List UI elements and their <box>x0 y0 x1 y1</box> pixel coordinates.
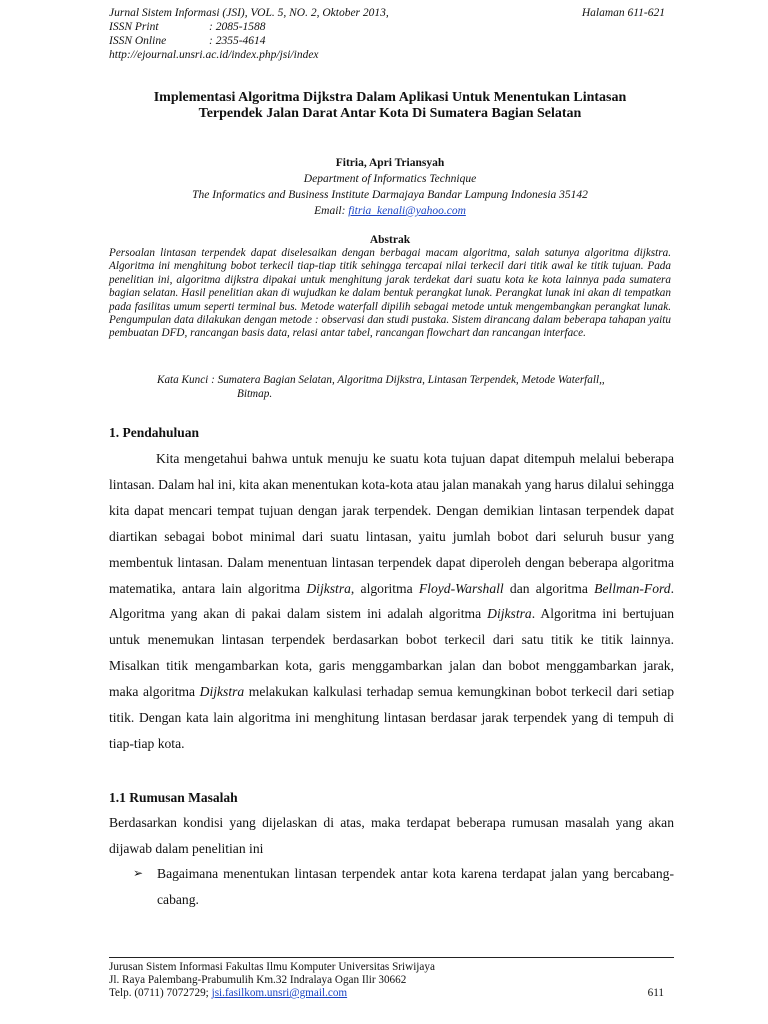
journal-header <box>109 6 669 62</box>
issn-print-label: ISSN Print <box>109 21 159 33</box>
bullet-text: Bagaimana menentukan lintasan terpendek antar kota karena terdapat jalan yang bercabang-cabang. <box>157 866 674 907</box>
intro-term-bellman-ford: Bellman-Ford <box>594 580 671 596</box>
issn-print-value: : 2085-1588 <box>209 21 266 33</box>
abstract-heading: Abstrak <box>369 234 411 246</box>
title-line-1: Implementasi Algoritma Dijkstra Dalam Aplikasi Untuk Menentukan Lintasan <box>153 90 627 105</box>
intro-text-1: Kita mengetahui bahwa untuk menuju ke suatu kota tujuan dapat ditempuh melalui beberapa lintasan. Dalam hal ini, kita akan menentukan kota-kota atau jalan manakah yang harus dilalui sehingga kita dapat mencari tempat tujuan dengan jarak terpendek. Dengan demikian lintasan terpendek dapat diartikan sebagai bobot minimal dari suatu lintasan, yaitu jumlah bobot dari seluruh busur yang membentuk lintasan. Dalam menentuan lintasan terpendek dapat diperoleh dengan beberapa algoritma matematika, antara lain algoritma <box>109 451 674 596</box>
intro-text-4: . Algoritma yang akan di pakai dalam sistem ini adalah algoritma <box>109 580 674 622</box>
keywords-line-2: Bitmap. <box>237 388 273 400</box>
rumusan-paragraph: Berdasarkan kondisi yang dijelaskan di atas, maka terdapat beberapa rumusan masalah yang akan dijawab dalam penelitian ini <box>109 815 674 856</box>
arrow-bullet-icon: ➢ <box>133 866 144 880</box>
footer-line-1: Jurusan Sistem Informasi Fakultas Ilmu Komputer Universitas Sriwijaya <box>109 961 435 973</box>
title-line-2: Terpendek Jalan Darat Antar Kota Di Sumatera Bagian Selatan <box>198 106 582 121</box>
intro-text-2: , algoritma <box>350 580 419 596</box>
keywords-line-1: Kata Kunci : Sumatera Bagian Selatan, Algoritma Dijkstra, Lintasan Terpendek, Metode Waterfall,, <box>157 374 605 386</box>
footer-email-link[interactable]: jsi.fasilkom.unsri@gmail.com <box>211 987 348 999</box>
keywords <box>157 373 677 401</box>
footer-divider <box>109 957 674 958</box>
author-email-line <box>109 203 671 219</box>
section-heading-rumusan-masalah: 1.1 Rumusan Masalah <box>109 790 238 805</box>
intro-text-5: . Algoritma ini bertujuan untuk menemukan lintasan terpendek berdasarkan bobot terkecil dari satu titik ke titik lainnya. Misalkan titik mengambarkan kota, garis menggambarkan jalan dan bobot menggambarkan jarak, maka algoritma <box>109 606 675 700</box>
email-label: Email: <box>314 205 349 217</box>
page-range: Halaman 611-621 <box>581 7 665 19</box>
author-department: Department of Informatics Technique <box>303 173 477 185</box>
footer-line-2: Jl. Raya Palembang-Prabumulih Km.32 Indralaya Ogan Ilir 30662 <box>109 974 407 986</box>
intro-term-dijkstra: Dijkstra <box>306 580 351 596</box>
author-email-link[interactable]: fitria_kenali@yahoo.com <box>348 205 466 217</box>
intro-text-6: melakukan kalkulasi terhadap semua kemungkinan bobot terkecil dari setiap titik. Dengan kata lain algoritma ini menghitung lintasan berdasar jarak terpendek yang di tempuh di tiap-tiap kota. <box>109 684 674 751</box>
journal-url[interactable]: http://ejournal.unsri.ac.id/index.php/jsi/index <box>109 49 319 61</box>
section-heading-pendahuluan: 1. Pendahuluan <box>109 425 200 440</box>
journal-citation: Jurnal Sistem Informasi (JSI), VOL. 5, NO. 2, Oktober 2013, <box>109 7 389 19</box>
intro-text-3: dan algoritma <box>503 580 595 596</box>
author-institute: The Informatics and Business Institute Darmajaya Bandar Lampung Indonesia 35142 <box>192 189 588 201</box>
footer-tel: Telp. (0711) 7072729; <box>109 987 212 999</box>
author-names: Fitria, Apri Triansyah <box>335 157 445 169</box>
paper-title <box>109 90 671 122</box>
author-block <box>109 155 671 219</box>
abstract-text: Persoalan lintasan terpendek dapat diselesaikan dengan berbagai macam algoritma, salah satunya algoritma dijkstra. Algoritma ini menghitung bobot terkecil tiap-tiap titik sehingga tercapai nilai terkecil dari titik awal ke titik tujuan. Pada penelitian ini, algoritma dijkstra dipakai untuk menghitung jarak terdekat dari suatu kota ke kota lainnya pada sumatera bagian selatan. Hasil penelitian akan di wujudkan ke dalam bentuk perangkat lunak. Perangkat lunak ini akan di tempatkan pada fasilitas umum seperti terminal bus. Metode waterfall dipilih sebagai metode untuk mengembangkan perangkat lunak. Pengumpulan data dilakukan dengan metode : observasi dan studi pustaka. Sistem dirancang dalam beberapa tahapan yaitu pembuatan DFD, rancangan basis data, relasi antar tabel, rancangan flowchart dan rancangan interface. <box>109 247 671 340</box>
rumusan-bullet-item <box>109 861 674 913</box>
footer-contact <box>109 987 357 1000</box>
intro-term-floyd-warshall: Floyd-Warshall <box>418 580 504 596</box>
page-number: 611 <box>647 987 664 999</box>
intro-paragraph <box>109 446 674 757</box>
issn-online-label: ISSN Online <box>109 35 167 47</box>
intro-term-dijkstra-3: Dijkstra <box>199 684 245 700</box>
intro-term-dijkstra-2: Dijkstra <box>487 606 532 622</box>
issn-online-value: : 2355-4614 <box>209 35 266 47</box>
page-footer <box>109 961 674 1000</box>
